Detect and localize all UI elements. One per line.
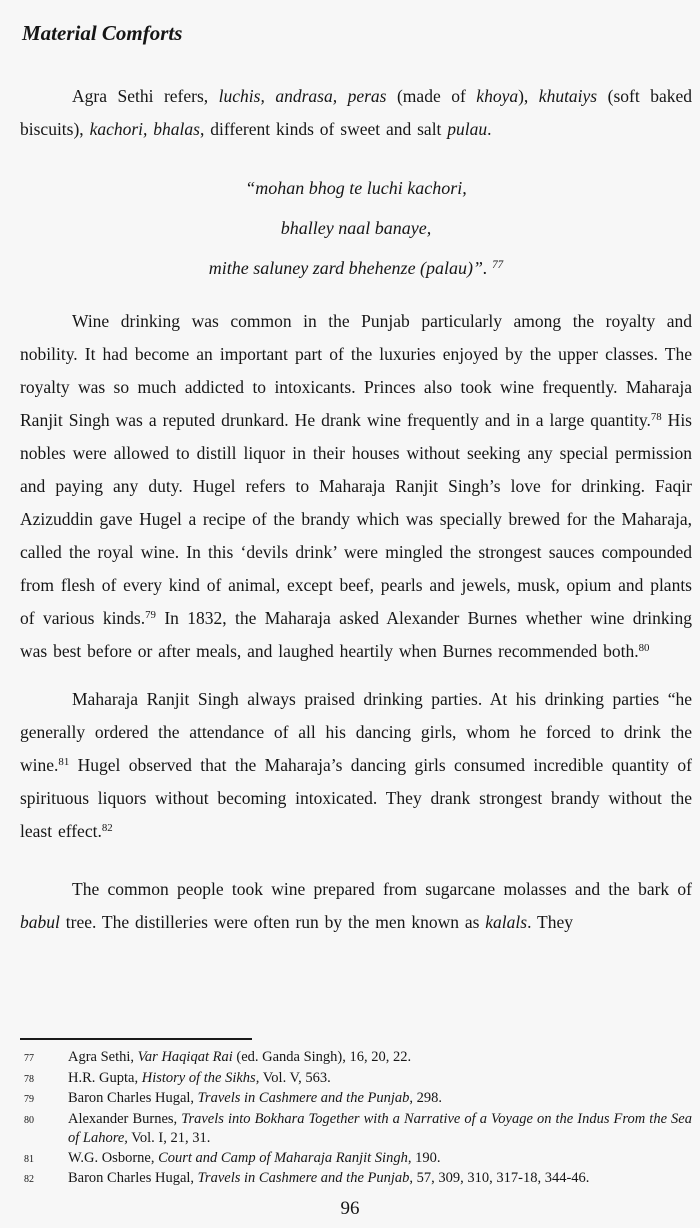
drinking-parties-paragraph: Maharaja Ranjit Singh always praised drinking parties. At his drinking parties “he generally ordered the attendance of all his dancing girls, whom he forced to drink the wine.$^{81}$ Hugel observed that the Maharaja’s dancing girls consumed incredible quantity of spirituous liquors without becoming intoxicated. They drank strongest brandy without the least effect.$^{82}$ <box>20 689 692 841</box>
footnote-text: Baron Charles Hugal, Travels in Cashmere and the Punjab, 298. <box>68 1090 443 1106</box>
footnotes-section <box>20 1038 692 1190</box>
footnote-number: 80 <box>24 1114 34 1126</box>
footnote <box>20 1048 692 1069</box>
wine-drinking-paragraph: Wine drinking was common in the Punjab particularly among the royalty and nobility. It had become an important part of the luxuries enjoyed by the upper classes. The royalty was so much addicted to intoxicants. Princes also took wine frequently. Maharaja Ranjit Singh was a reputed drunkard. He drank wine frequently and in a large quantity.$^{78}$ His nobles were allowed to distill liquor in their houses without seeking any special permission and paying any duty. Hugel refers to Maharaja Ranjit Singh’s love for drinking. Faqir Azizuddin gave Hugel a recipe of the brandy which was specially brewed for the Maharaja, called the royal wine. In this ‘devils drink’ were mingled the strongest sauces compounded from flesh of every kind of animal, except beef, pearls and jewels, musk, opium and plants of various kinds.$^{79}$ In 1832, the Maharaja asked Alexander Burnes whether wine drinking was best before or after meals, and laughed heartily when Burnes recommended both.$^{80}$ <box>20 311 692 661</box>
page-body <box>20 20 692 939</box>
page-number: 96 <box>340 1198 360 1219</box>
verse-line: mithe saluney zard bhehenze (palau)”. $^{77}$ <box>208 258 504 278</box>
footnote-text: Alexander Burnes, Travels into Bokhara Together with a Narrative of a Voyage on the Indus From the Sea of Lahore, Vol. I, 21, 31. <box>68 1110 692 1146</box>
footnote-text: W.G. Osborne, Court and Camp of Maharaja Ranjit Singh, 190. <box>68 1149 441 1166</box>
section-heading: Material Comforts <box>22 21 183 45</box>
footnote-text: H.R. Gupta, History of the Sikhs, Vol. V, 563. <box>68 1069 331 1086</box>
common-people-paragraph: The common people took wine prepared from sugarcane molasses and the bark of babul tree. The distilleries were often run by the men known as kalals. They <box>20 879 692 932</box>
footnote <box>20 1089 692 1110</box>
footnote-number: 77 <box>24 1053 34 1064</box>
footnote-number: 78 <box>24 1073 34 1085</box>
footnote <box>20 1169 692 1190</box>
footnote <box>20 1110 692 1149</box>
footnote-separator <box>20 1038 252 1040</box>
footnote-text: Agra Sethi, Var Haqiqat Rai (ed. Ganda Singh), 16, 20, 22. <box>68 1049 412 1065</box>
verse-quote-block <box>20 168 692 288</box>
footnote <box>20 1069 692 1090</box>
footnote <box>20 1149 692 1170</box>
verse-line: “mohan bhog te luchi kachori, <box>245 178 467 198</box>
footnote-number: 81 <box>24 1153 34 1165</box>
footnote-number: 79 <box>24 1094 34 1105</box>
footnote-text: Baron Charles Hugal, Travels in Cashmere and the Punjab, 57, 309, 310, 317-18, 344-46. <box>68 1170 590 1186</box>
footnote-number: 82 <box>24 1174 34 1185</box>
intro-paragraph: Agra Sethi refers, luchis, andrasa, peras (made of khoya), khutaiys (soft baked biscuits), kachori, bhalas, different kinds of sweet and salt pulau. <box>20 86 692 139</box>
verse-line: bhalley naal banaye, <box>280 218 432 238</box>
